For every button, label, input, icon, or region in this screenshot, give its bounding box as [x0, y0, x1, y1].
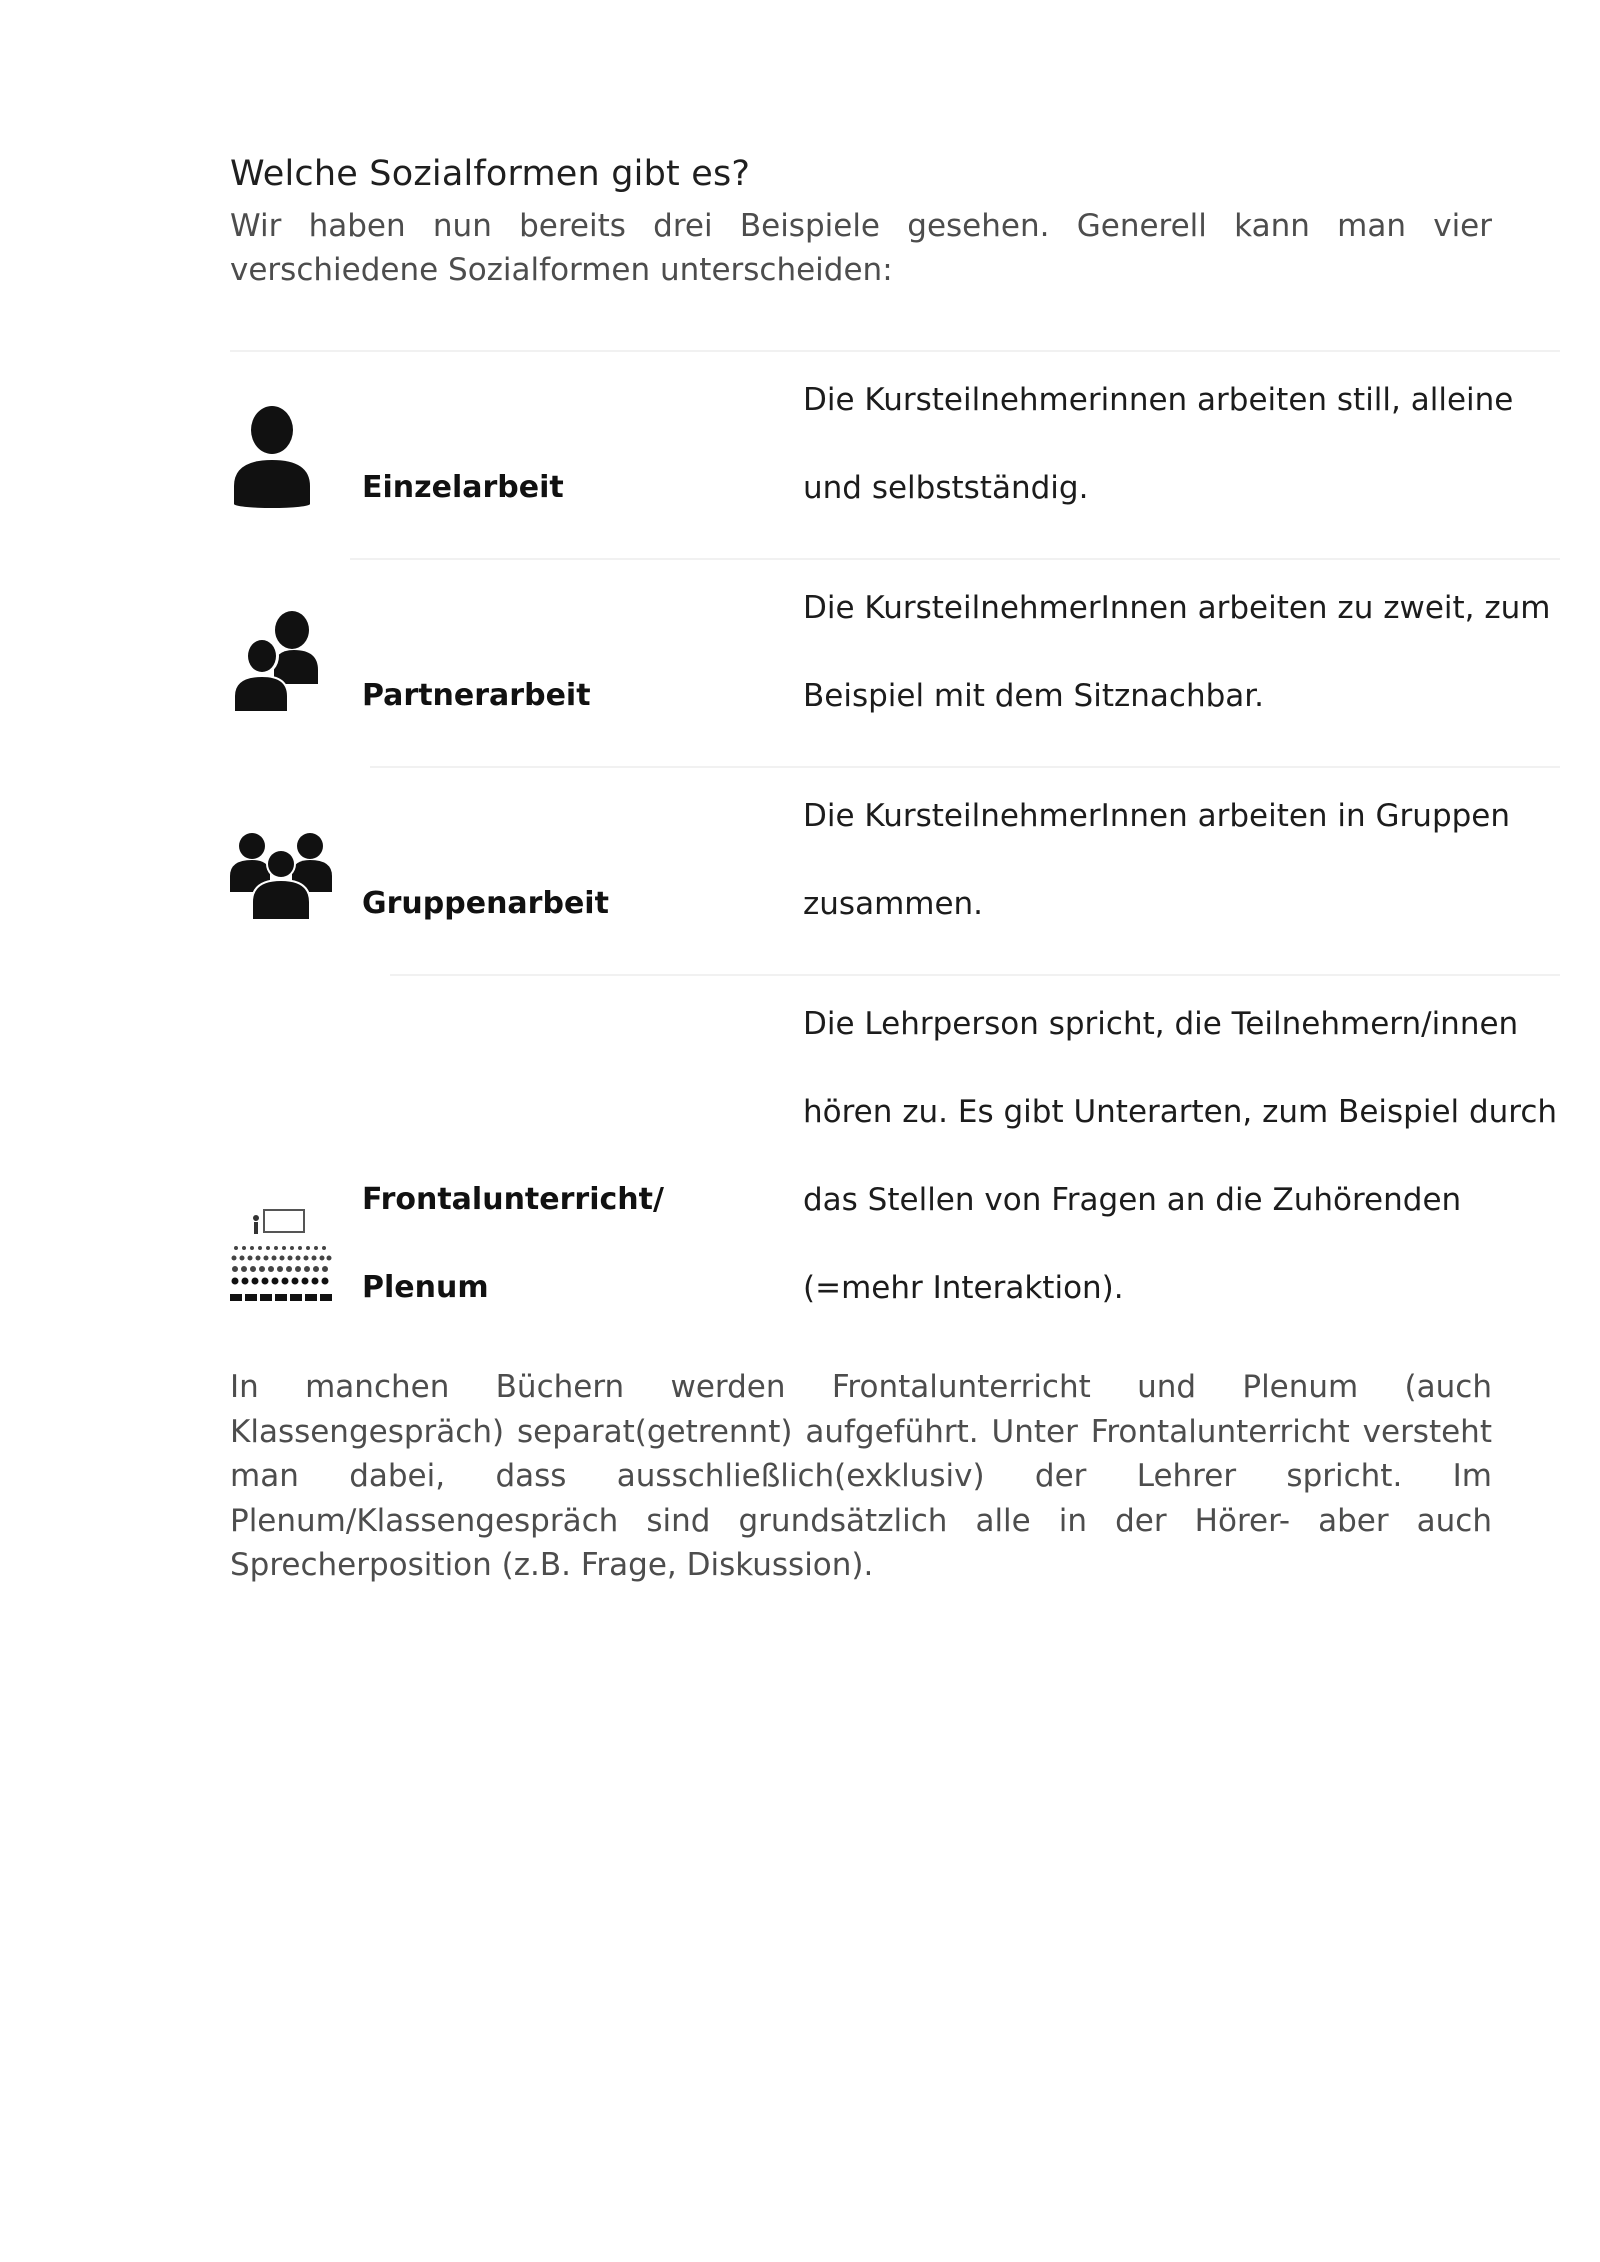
classroom-lecture-icon	[230, 1208, 332, 1308]
two-persons-icon	[230, 610, 320, 714]
row-divider	[390, 974, 1560, 976]
form-description: Die KursteilnehmerInnen arbeiten zu zweit, zum Beispiel mit dem Sitznachbar.	[803, 590, 1551, 714]
form-row-frontalunterricht	[230, 980, 1560, 1360]
form-description: Die Kursteilnehmerinnen arbeiten still, alleine und selbstständig.	[803, 382, 1514, 506]
form-row-gruppenarbeit	[230, 772, 1560, 972]
form-description: Die KursteilnehmerInnen arbeiten in Gruppen zusammen.	[803, 798, 1511, 922]
form-term: Gruppenarbeit	[362, 886, 609, 921]
row-divider	[230, 350, 1560, 352]
single-person-icon	[230, 404, 314, 508]
intro-paragraph: Wir haben nun bereits drei Beispiele gesehen. Generell kann man vier verschiedene Sozialformen unterscheiden:	[230, 208, 1492, 288]
note-paragraph: In manchen Büchern werden Frontalunterricht und Plenum (auch Klassengespräch) separat(getrennt) aufgeführt. Unter Frontalunterricht versteht man dabei, dass ausschließlich(exklusiv) der Lehrer spricht. Im Plenum/Klassengespräch sind grundsätzlich alle in der Hörer- aber auch Sprecherposition (z.B. Frage, Diskussion).	[230, 1369, 1492, 1583]
form-row-partnerarbeit	[230, 564, 1560, 764]
form-row-einzelarbeit	[230, 356, 1560, 556]
form-description: Die Lehrperson spricht, die Teilnehmern/innen hören zu. Es gibt Unterarten, zum Beispiel durch das Stellen von Fragen an die Zuhörenden (=mehr Interaktion).	[803, 1006, 1558, 1306]
form-term: Einzelarbeit	[362, 470, 564, 505]
form-term: Frontalunterricht/ Plenum	[362, 1182, 664, 1305]
group-icon	[230, 832, 332, 922]
row-divider	[370, 766, 1560, 768]
row-divider	[350, 558, 1560, 560]
form-term: Partnerarbeit	[362, 678, 591, 713]
page-title: Welche Sozialformen gibt es?	[230, 154, 751, 194]
